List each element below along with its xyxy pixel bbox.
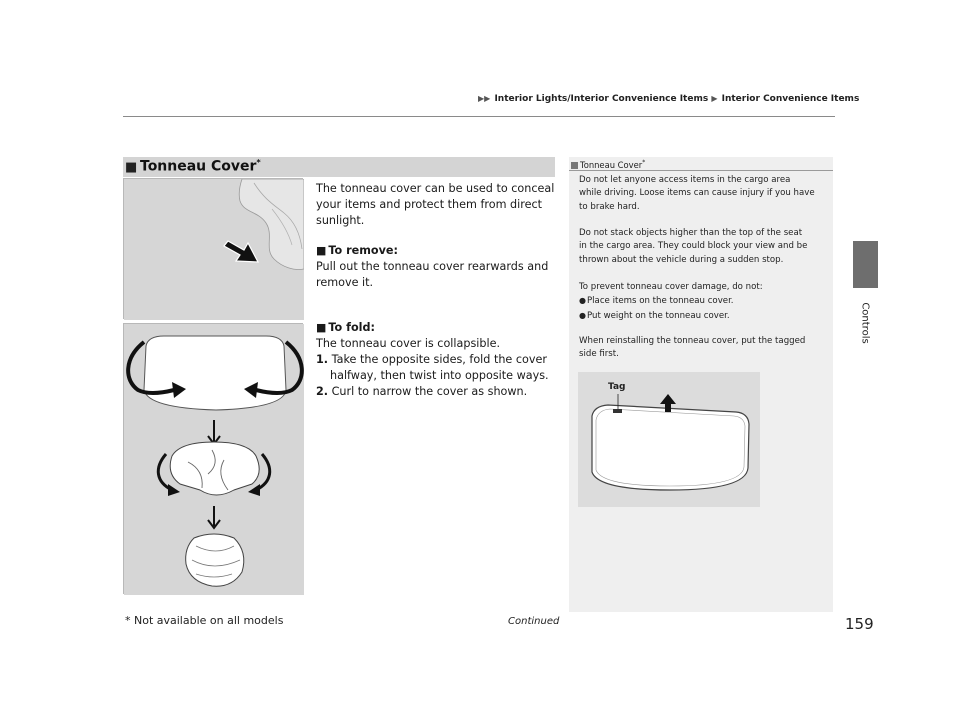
figure-fold-cover-drawing [124, 324, 304, 595]
text-line: To prevent tonneau cover damage, do not: [579, 282, 763, 292]
step-1-continuation [316, 368, 549, 384]
text-line: in the cargo area. They could block your view and be [579, 241, 808, 252]
figure-tag-location [578, 372, 760, 507]
text-line: while driving. Loose items can cause injury if you have [579, 188, 815, 199]
note-paragraph-1 [579, 174, 827, 214]
figure-tag-drawing [578, 372, 760, 507]
text-line: remove it. [316, 276, 374, 289]
note-paragraph-3 [579, 281, 827, 323]
note-paragraph-4 [579, 335, 827, 362]
page-number: 159 [845, 615, 874, 633]
subhead-marker: ■ [316, 321, 327, 334]
step-2 [316, 384, 549, 400]
bullet-item [579, 294, 827, 308]
chapter-label-text: Controls [859, 302, 871, 344]
text-line: The tonneau cover can be used to conceal [316, 182, 555, 195]
text-line: side first. [579, 349, 619, 360]
step-number: 1. [316, 353, 329, 366]
breadcrumb-item-1[interactable]: Interior Lights/Interior Convenience Items [494, 94, 709, 104]
step-text: Curl to narrow the cover as shown. [331, 385, 528, 398]
section-heading-bar [123, 157, 555, 177]
subhead-marker: ■ [316, 244, 327, 257]
remove-heading-text: To remove: [328, 244, 398, 257]
step-number: 2. [316, 385, 329, 398]
figure-fold-cover [123, 323, 303, 594]
text-line: When reinstalling the tonneau cover, put the tagged [579, 336, 806, 346]
chapter-tab [853, 241, 878, 288]
remove-section [316, 243, 548, 291]
text-line: your items and protect them from direct [316, 198, 543, 211]
text-line: thrown about the vehicle during a sudden stop. [579, 254, 784, 265]
bullet-icon: ● [579, 310, 586, 320]
note-rule [569, 170, 833, 171]
footnote: * Not available on all models [125, 614, 284, 627]
note-title-text: Tonneau Cover [580, 159, 643, 170]
figure-remove-cover-drawing [124, 179, 304, 320]
remove-heading [316, 243, 548, 259]
header-rule [123, 116, 835, 117]
fold-heading [316, 320, 549, 336]
bullet-text: Put weight on the tonneau cover. [586, 310, 730, 321]
figure-remove-cover [123, 178, 303, 319]
note-paragraph-2 [579, 227, 827, 267]
chapter-label [855, 298, 875, 348]
bullet-icon: ● [579, 296, 586, 306]
breadcrumb-arrow-icon: ▶▶ [478, 94, 491, 103]
continued-label: Continued [508, 616, 560, 627]
bullet-text: Place items on the tonneau cover. [586, 296, 734, 307]
text-line: The tonneau cover is collapsible. [316, 337, 501, 350]
fold-heading-text: To fold: [328, 321, 376, 334]
intro-paragraph [316, 181, 554, 229]
section-title [140, 158, 261, 175]
breadcrumb [478, 94, 859, 104]
text-line: Do not stack objects higher than the top of the seat [579, 228, 803, 238]
section-title-asterisk: * [256, 158, 261, 167]
text-line: sunlight. [316, 214, 365, 227]
section-title-text: Tonneau Cover [140, 158, 257, 175]
fold-section [316, 320, 549, 400]
note-title-asterisk: * [642, 159, 646, 166]
step-text: Take the opposite sides, fold the cover [331, 353, 547, 366]
note-icon [571, 162, 578, 169]
bullet-item [579, 309, 827, 323]
step-text: halfway, then twist into opposite ways. [330, 369, 549, 382]
text-line: to brake hard. [579, 201, 640, 212]
text-line: Pull out the tonneau cover rearwards and [316, 260, 549, 273]
breadcrumb-arrow-icon: ▶ [711, 94, 718, 103]
section-marker: ■ [125, 160, 138, 175]
breadcrumb-item-2[interactable]: Interior Convenience Items [721, 94, 860, 104]
tag-label: Tag [608, 382, 626, 392]
step-1 [316, 352, 549, 368]
text-line: Do not let anyone access items in the cargo area [579, 175, 791, 185]
note-title [571, 159, 645, 170]
